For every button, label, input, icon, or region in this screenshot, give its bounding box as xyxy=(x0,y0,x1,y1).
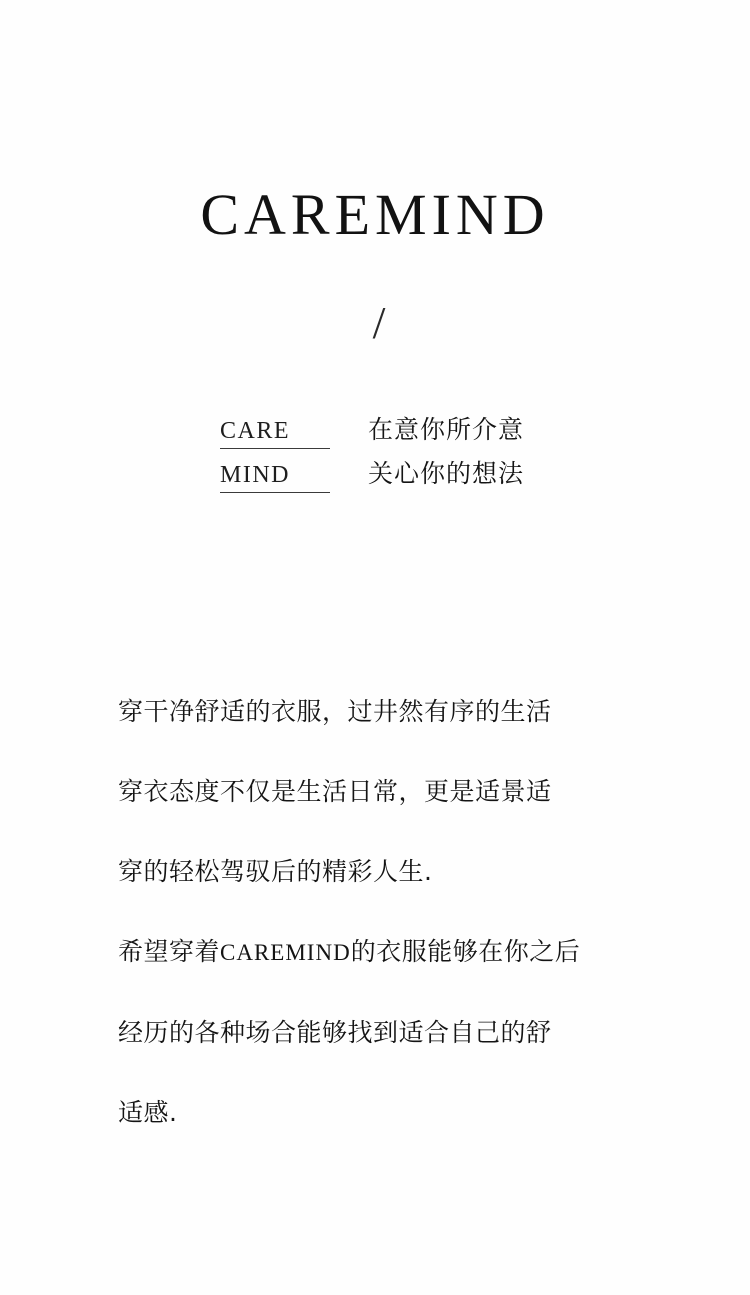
body-line-4-brand: CAREMIND xyxy=(220,940,351,965)
body-line-2: 穿衣态度不仅是生活日常，更是适景适 xyxy=(118,777,552,806)
body-line-4-suffix: 的衣服能够在你之后 xyxy=(350,937,581,966)
body-line-5: 经历的各种场合能够找到适合自己的舒 xyxy=(118,1018,552,1047)
brand-title: CAREMIND xyxy=(200,182,550,247)
body-line-3: 穿的轻松驾驭后的精彩人生. xyxy=(118,857,433,886)
tagline-en-mind: MIND xyxy=(220,461,330,493)
body-line-4-prefix: 希望穿着 xyxy=(118,937,221,966)
tagline-group xyxy=(0,415,750,493)
body-line-1: 穿干净舒适的衣服，过井然有序的生活 xyxy=(118,697,552,726)
divider-slash-glyph: / xyxy=(372,297,386,348)
body-line-4 xyxy=(118,912,638,993)
tagline-cn-mind: 关心你的想法 xyxy=(368,458,525,488)
tagline-en-care: CARE xyxy=(220,417,330,449)
body-copy xyxy=(118,672,638,1153)
tagline-row-care xyxy=(220,415,530,449)
brand-header xyxy=(0,182,750,247)
divider-slash xyxy=(0,297,750,348)
body-line-6: 适感. xyxy=(118,1098,178,1127)
tagline-cn-care: 在意你所介意 xyxy=(368,415,525,444)
tagline-row-mind xyxy=(220,459,530,493)
